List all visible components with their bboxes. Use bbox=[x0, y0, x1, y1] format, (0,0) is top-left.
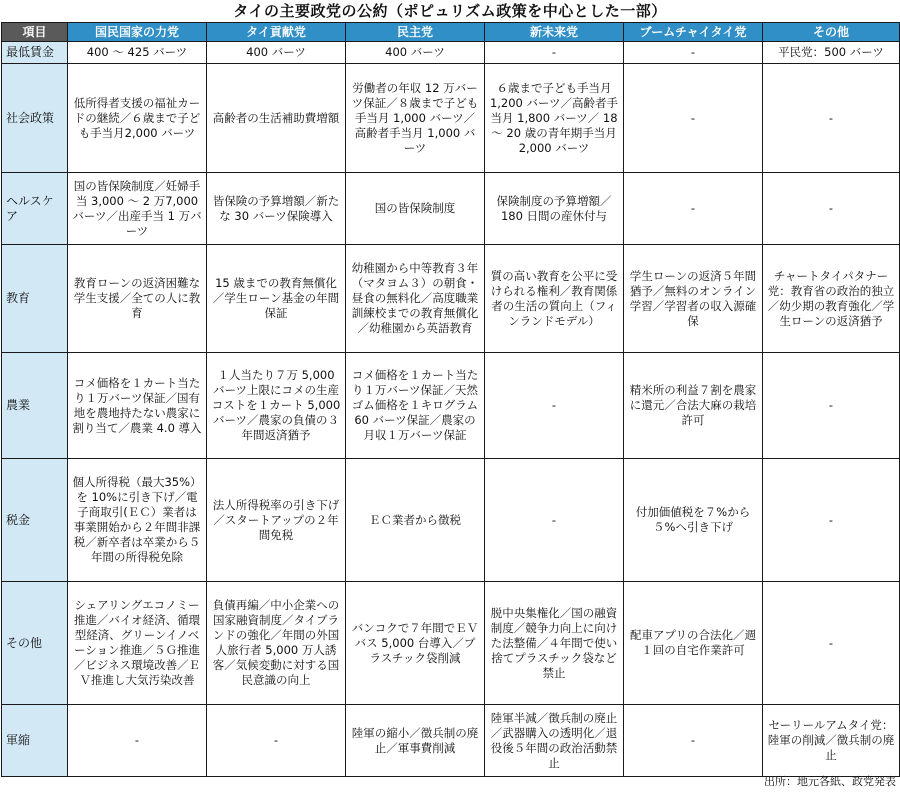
table-cell: - bbox=[207, 705, 346, 777]
table-cell: ６歳まで子ども手当月1,200 バーツ／高齢者手当月 1,800 バーツ／ 18 〜 20 歳の青年期手当月 2,000 バーツ bbox=[485, 64, 624, 173]
table-cell: - bbox=[763, 459, 900, 582]
row-label: ヘルスケア bbox=[2, 173, 68, 245]
table-cell: 平民党：500 バーツ bbox=[763, 42, 900, 64]
table-cell: 400 バーツ bbox=[346, 42, 485, 64]
table-cell: - bbox=[763, 173, 900, 245]
table-cell: 保険制度の予算増額／ 180 日間の産休付与 bbox=[485, 173, 624, 245]
table-cell: 負債再編／中小企業への国家融資制度／タイブランドの強化／年間の外国人旅行者 5,000 万人誘客／気候変動に対する国民意識の向上 bbox=[207, 582, 346, 705]
table-cell: シェアリングエコノミー推進／バイオ経済、循環型経済、グリーンイノベーション推進／５Ｇ推進／ビジネス環境改善／ＥＶ推進し大気汚染改善 bbox=[68, 582, 207, 705]
header-party: 民主党 bbox=[346, 23, 485, 42]
header-party: その他 bbox=[763, 23, 900, 42]
table-cell: ＥＣ業者から徴税 bbox=[346, 459, 485, 582]
header-party: タイ貢献党 bbox=[207, 23, 346, 42]
row-label: 社会政策 bbox=[2, 64, 68, 173]
table-cell: - bbox=[763, 353, 900, 459]
table-cell: 法人所得税率の引き下げ／スタートアップの２年間免税 bbox=[207, 459, 346, 582]
table-cell: - bbox=[485, 353, 624, 459]
row-label: 税金 bbox=[2, 459, 68, 582]
table-cell: - bbox=[624, 705, 763, 777]
table-cell: 皆保険の予算増額／新たな 30 バーツ保険導入 bbox=[207, 173, 346, 245]
header-party: 新未来党 bbox=[485, 23, 624, 42]
header-party: ブームチャイタイ党 bbox=[624, 23, 763, 42]
table-cell: コメ価格を１カート当たり１万バーツ保証／国有地を農地持たない農家に割り当て／農業 4.0 導入 bbox=[68, 353, 207, 459]
table-cell: 幼稚園から中等教育３年（マタヨム３）の朝食・昼食の無料化／高度職業訓練校までの教育無償化／幼稚園から英語教育 bbox=[346, 245, 485, 353]
table-cell: 質の高い教育を公平に受けられる権利／教育関係者の生活の質向上（フィンランドモデル） bbox=[485, 245, 624, 353]
table-cell: コメ価格を１カート当たり１万バーツ保証／天然ゴム価格を１キログラム 60 バーツ保証／農家の月収１万バーツ保証 bbox=[346, 353, 485, 459]
table-cell: 労働者の年収 12 万バーツ保証／８歳まで子ども手当月 1,000 バーツ／高齢者手当月 1,000 バーツ bbox=[346, 64, 485, 173]
table-cell: セーリールアムタイ党：陸軍の削減／徴兵制の廃止 bbox=[763, 705, 900, 777]
table-cell: 配車アプリの合法化／週１回の自宅作業許可 bbox=[624, 582, 763, 705]
table-cell: - bbox=[485, 42, 624, 64]
table-row bbox=[2, 173, 900, 245]
table-cell: １人当たり７万 5,000 バーツ上限にコメの生産コストを１カート 5,000 バーツ／農家の負債の３年間返済猶予 bbox=[207, 353, 346, 459]
row-label: 軍縮 bbox=[2, 705, 68, 777]
table-cell: 400 〜 425 バーツ bbox=[68, 42, 207, 64]
table-row bbox=[2, 64, 900, 173]
table-row bbox=[2, 705, 900, 777]
table-row bbox=[2, 459, 900, 582]
table-cell: 低所得者支援の福祉カードの継続／６歳まで子ども手当月2,000 バーツ bbox=[68, 64, 207, 173]
table-cell: 学生ローンの返済５年間猶予／無料のオンライン学習／学習者の収入源確保 bbox=[624, 245, 763, 353]
table-cell: - bbox=[624, 64, 763, 173]
table-cell: - bbox=[763, 64, 900, 173]
table-cell: 国の皆保険制度／妊婦手当 3,000 〜 2 万7,000 バーツ／出産手当 1 万バーツ bbox=[68, 173, 207, 245]
table-row bbox=[2, 582, 900, 705]
table-title: タイの主要政党の公約（ポピュリズム政策を中心とした一部） bbox=[233, 2, 667, 20]
table-cell: - bbox=[624, 173, 763, 245]
table-row bbox=[2, 245, 900, 353]
table-cell: - bbox=[68, 705, 207, 777]
table-cell: バンコクで７年間でＥＶバス 5,000 台導入／プラスチック袋削減 bbox=[346, 582, 485, 705]
table-cell: 陸軍半減／徴兵制の廃止／武器購入の透明化／退役後５年間の政治活動禁止 bbox=[485, 705, 624, 777]
table-cell: - bbox=[763, 582, 900, 705]
table-cell: 陸軍の縮小／徴兵制の廃止／軍事費削減 bbox=[346, 705, 485, 777]
table-row bbox=[2, 353, 900, 459]
row-label: 教育 bbox=[2, 245, 68, 353]
table-cell: 付加価値税を７%から５%へ引き下げ bbox=[624, 459, 763, 582]
table-cell: 高齢者の生活補助費増額 bbox=[207, 64, 346, 173]
table-cell: - bbox=[485, 459, 624, 582]
row-label: 最低賃金 bbox=[2, 42, 68, 64]
header-row bbox=[2, 23, 900, 42]
header-item: 項目 bbox=[2, 23, 68, 42]
policy-table bbox=[1, 22, 900, 777]
table-row bbox=[2, 42, 900, 64]
table-cell: 脱中央集権化／国の融資制度／競争力向上に向けた法整備／４年間で使い捨てプラスチック袋など禁止 bbox=[485, 582, 624, 705]
header-party: 国民国家の力党 bbox=[68, 23, 207, 42]
table-cell: 15 歳までの教育無償化／学生ローン基金の年間保証 bbox=[207, 245, 346, 353]
row-label: 農業 bbox=[2, 353, 68, 459]
table-cell: 400 バーツ bbox=[207, 42, 346, 64]
table-cell: 教育ローンの返済困難な学生支援／全ての人に教育 bbox=[68, 245, 207, 353]
source-note: 出所：地元各紙、政党発表 bbox=[764, 775, 896, 788]
table-cell: - bbox=[624, 42, 763, 64]
table-cell: チャートタイパタナー党：教育省の政治的独立／幼少期の教育強化／学生ローンの返済猶予 bbox=[763, 245, 900, 353]
table-cell: 精米所の利益７割を農家に還元／合法大麻の栽培許可 bbox=[624, 353, 763, 459]
table-cell: 個人所得税（最大35%）を 10%に引き下げ／電子商取引(ＥＣ）業者は事業開始から２年間非課税／新卒者は卒業から５年間の所得税免除 bbox=[68, 459, 207, 582]
table-cell: 国の皆保険制度 bbox=[346, 173, 485, 245]
row-label: その他 bbox=[2, 582, 68, 705]
